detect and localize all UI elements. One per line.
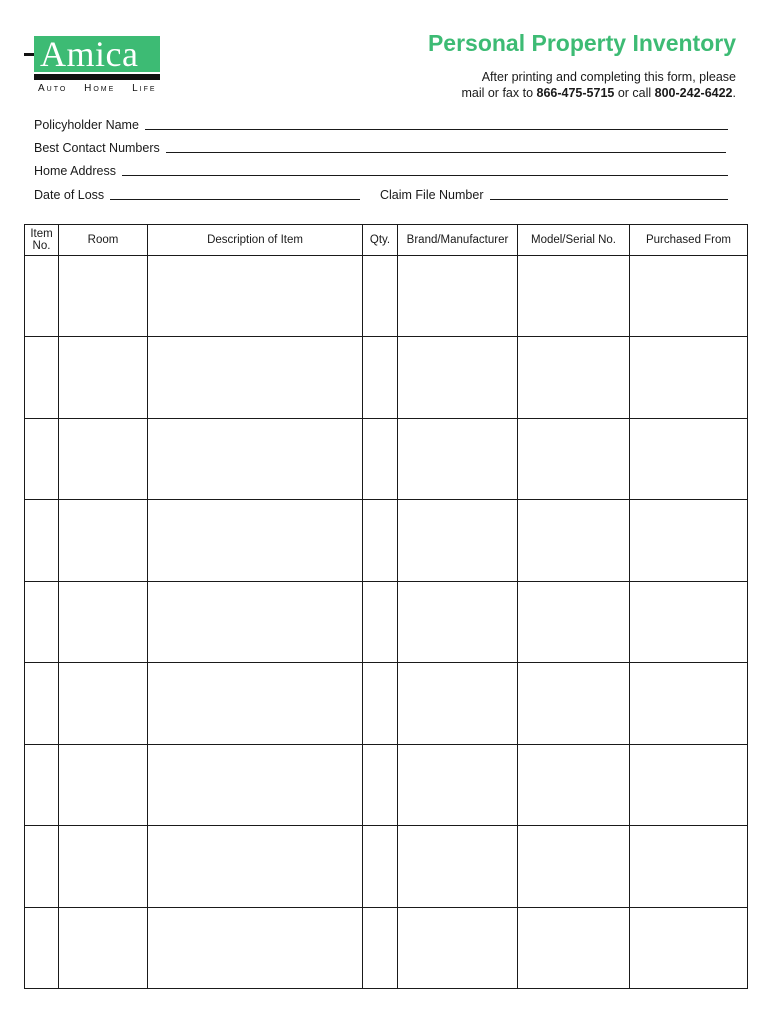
item-no-cell[interactable] (25, 744, 59, 825)
amica-logo (24, 36, 164, 98)
col-qty: Qty. (363, 225, 398, 256)
brand-cell[interactable] (398, 418, 518, 499)
brand-cell[interactable] (398, 500, 518, 581)
description-cell[interactable] (148, 337, 363, 418)
description-cell[interactable] (148, 418, 363, 499)
policyholder-name-label: Policyholder Name (34, 118, 139, 132)
table-row (25, 337, 748, 418)
instructions-line-1: After printing and completing this form, please (481, 70, 736, 84)
qty-cell[interactable] (363, 826, 398, 907)
logo-tagline (38, 83, 169, 94)
tagline-auto: Auto (38, 83, 68, 94)
logo-wordmark: Amica (40, 34, 139, 74)
description-cell[interactable] (148, 744, 363, 825)
claim-file-number-field[interactable] (380, 188, 728, 202)
home-address-label: Home Address (34, 164, 116, 178)
table-row (25, 663, 748, 744)
item-no-cell[interactable] (25, 256, 59, 337)
best-contact-numbers-label: Best Contact Numbers (34, 141, 160, 155)
qty-cell[interactable] (363, 418, 398, 499)
best-contact-numbers-field[interactable] (34, 141, 726, 155)
claim-file-number-label: Claim File Number (380, 188, 484, 202)
model-serial-cell[interactable] (518, 663, 630, 744)
room-cell[interactable] (59, 826, 148, 907)
brand-cell[interactable] (398, 907, 518, 989)
claim-file-number-line[interactable] (490, 188, 729, 200)
inventory-table (24, 224, 748, 989)
item-no-cell[interactable] (25, 581, 59, 662)
item-no-cell[interactable] (25, 826, 59, 907)
purchased-from-cell[interactable] (630, 826, 748, 907)
model-serial-cell[interactable] (518, 581, 630, 662)
model-serial-cell[interactable] (518, 744, 630, 825)
purchased-from-cell[interactable] (630, 256, 748, 337)
brand-cell[interactable] (398, 744, 518, 825)
item-no-cell[interactable] (25, 500, 59, 581)
item-no-cell[interactable] (25, 907, 59, 989)
table-row (25, 744, 748, 825)
brand-cell[interactable] (398, 581, 518, 662)
room-cell[interactable] (59, 907, 148, 989)
purchased-from-cell[interactable] (630, 500, 748, 581)
room-cell[interactable] (59, 337, 148, 418)
col-model-serial: Model/Serial No. (518, 225, 630, 256)
description-cell[interactable] (148, 500, 363, 581)
tagline-home: Home (84, 83, 116, 94)
col-description: Description of Item (148, 225, 363, 256)
purchased-from-cell[interactable] (630, 581, 748, 662)
col-purchased-from: Purchased From (630, 225, 748, 256)
description-cell[interactable] (148, 581, 363, 662)
logo-underline (34, 74, 160, 80)
col-item-no (25, 225, 59, 256)
table-row (25, 826, 748, 907)
policyholder-name-line[interactable] (145, 118, 728, 130)
col-brand: Brand/Manufacturer (398, 225, 518, 256)
brand-cell[interactable] (398, 663, 518, 744)
inventory-rows (25, 256, 748, 989)
purchased-from-cell[interactable] (630, 744, 748, 825)
purchased-from-cell[interactable] (630, 337, 748, 418)
table-row (25, 907, 748, 989)
qty-cell[interactable] (363, 337, 398, 418)
instructions-mid: or call (614, 86, 655, 100)
col-room: Room (59, 225, 148, 256)
fax-number: 866-475-5715 (536, 86, 615, 100)
room-cell[interactable] (59, 256, 148, 337)
phone-number: 800-242-6422 (654, 86, 733, 100)
qty-cell[interactable] (363, 663, 398, 744)
model-serial-cell[interactable] (518, 826, 630, 907)
model-serial-cell[interactable] (518, 500, 630, 581)
room-cell[interactable] (59, 663, 148, 744)
qty-cell[interactable] (363, 581, 398, 662)
model-serial-cell[interactable] (518, 418, 630, 499)
table-row (25, 500, 748, 581)
home-address-field[interactable] (34, 164, 728, 178)
date-of-loss-label: Date of Loss (34, 188, 105, 202)
brand-cell[interactable] (398, 826, 518, 907)
description-cell[interactable] (148, 256, 363, 337)
col-item-no-line1: Item (30, 228, 53, 240)
page-title: Personal Property Inventory (427, 30, 736, 56)
qty-cell[interactable] (363, 256, 398, 337)
tagline-life: Life (132, 83, 157, 94)
model-serial-cell[interactable] (518, 907, 630, 989)
table-header-row (25, 225, 748, 256)
date-of-loss-line[interactable] (110, 188, 360, 200)
qty-cell[interactable] (363, 500, 398, 581)
room-cell[interactable] (59, 418, 148, 499)
date-of-loss-field[interactable] (34, 188, 360, 202)
description-cell[interactable] (148, 663, 363, 744)
model-serial-cell[interactable] (518, 337, 630, 418)
policyholder-name-field[interactable] (34, 118, 728, 132)
instructions-prefix: mail or fax to (461, 86, 537, 100)
qty-cell[interactable] (363, 907, 398, 989)
best-contact-numbers-line[interactable] (166, 141, 726, 153)
instructions-end: . (732, 86, 736, 100)
room-cell[interactable] (59, 500, 148, 581)
table-row (25, 581, 748, 662)
purchased-from-cell[interactable] (630, 907, 748, 989)
instructions (461, 69, 736, 101)
purchased-from-cell[interactable] (630, 663, 748, 744)
table-row (25, 418, 748, 499)
table-row (25, 256, 748, 337)
item-no-cell[interactable] (25, 663, 59, 744)
room-cell[interactable] (59, 744, 148, 825)
description-cell[interactable] (148, 826, 363, 907)
model-serial-cell[interactable] (518, 256, 630, 337)
purchased-from-cell[interactable] (630, 418, 748, 499)
brand-cell[interactable] (398, 256, 518, 337)
qty-cell[interactable] (363, 744, 398, 825)
item-no-cell[interactable] (25, 337, 59, 418)
brand-cell[interactable] (398, 337, 518, 418)
room-cell[interactable] (59, 581, 148, 662)
description-cell[interactable] (148, 907, 363, 989)
home-address-line[interactable] (122, 164, 728, 176)
instructions-line-2 (461, 85, 736, 101)
col-item-no-line2: No. (32, 240, 51, 252)
item-no-cell[interactable] (25, 418, 59, 499)
